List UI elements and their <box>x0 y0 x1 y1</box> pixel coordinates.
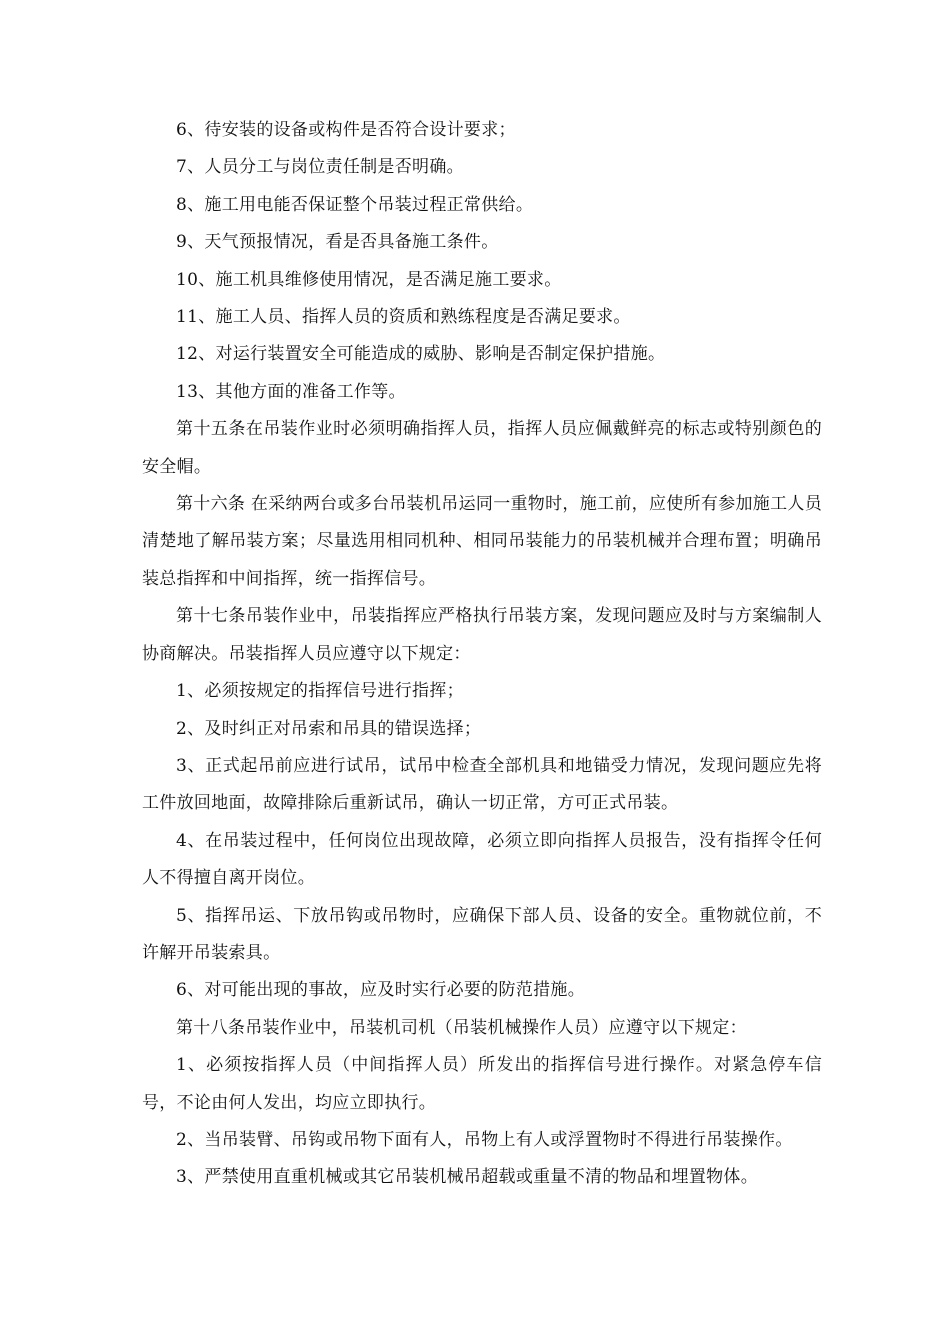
list-item-13: 13、其他方面的准备工作等。 <box>176 381 406 402</box>
list-item-6: 6、待安装的设备或构件是否符合设计要求； <box>176 120 516 140</box>
article-17-item-5: 5、指挥吊运、下放吊钩或吊物时，应确保下部人员、设备的安全。重物就位前，不许解开吊装索具。 <box>142 905 822 963</box>
list-item-8: 8、施工用电能否保证整个吊装过程正常供给。 <box>176 194 534 215</box>
article-17-item-3: 3、正式起吊前应进行试吊，试吊中检查全部机具和地锚受力情况，发现问题应先将工件放回地面，故障排除后重新试吊，确认一切正常，方可正式吊装。 <box>142 755 822 814</box>
document-body <box>142 112 822 1197</box>
article-17-item-4: 4、在吊装过程中，任何岗位出现故障，必须立即向指挥人员报告，没有指挥令任何人不得擅自离开岗位。 <box>142 830 822 889</box>
article-18-item-2: 2、当吊装臂、吊钩或吊物下面有人，吊物上有人或浮置物时不得进行吊装操作。 <box>176 1129 793 1150</box>
article-17-item-1: 1、必须按规定的指挥信号进行指挥； <box>176 681 464 702</box>
article-15: 第十五条在吊装作业时必须明确指挥人员，指挥人员应佩戴鲜亮的标志或特别颜色的安全帽。 <box>142 419 822 477</box>
article-16: 第十六条 在采纳两台或多台吊装机吊运同一重物时，施工前，应使所有参加施工人员清楚地了解吊装方案；尽量选用相同机种、相同吊装能力的吊装机械并合理布置；明确吊装总指挥和中间指挥，统一指挥信号。 <box>142 494 822 589</box>
article-18-item-1: 1、必须按指挥人员（中间指挥人员）所发出的指挥信号进行操作。对紧急停车信号，不论由何人发出，均应立即执行。 <box>142 1055 822 1113</box>
article-17-item-2: 2、及时纠正对吊索和吊具的错误选择； <box>176 718 482 739</box>
list-item-10: 10、施工机具维修使用情况，是否满足施工要求。 <box>176 269 562 290</box>
article-17: 第十七条吊装作业中，吊装指挥应严格执行吊装方案，发现问题应及时与方案编制人协商解决。吊装指挥人员应遵守以下规定： <box>142 606 822 664</box>
article-18: 第十八条吊装作业中，吊装机司机（吊装机械操作人员）应遵守以下规定： <box>176 1017 747 1038</box>
article-18-item-3: 3、严禁使用直重机械或其它吊装机械吊超载或重量不清的物品和埋置物体。 <box>176 1167 759 1188</box>
list-item-12: 12、对运行装置安全可能造成的威胁、影响是否制定保护措施。 <box>176 344 666 365</box>
article-17-item-6: 6、对可能出现的事故，应及时实行必要的防范措施。 <box>176 980 586 1001</box>
list-item-9: 9、天气预报情况，看是否具备施工条件。 <box>176 232 499 253</box>
list-item-11: 11、施工人员、指挥人员的资质和熟练程度是否满足要求。 <box>176 307 631 328</box>
list-item-7: 7、人员分工与岗位责任制是否明确。 <box>176 157 464 178</box>
